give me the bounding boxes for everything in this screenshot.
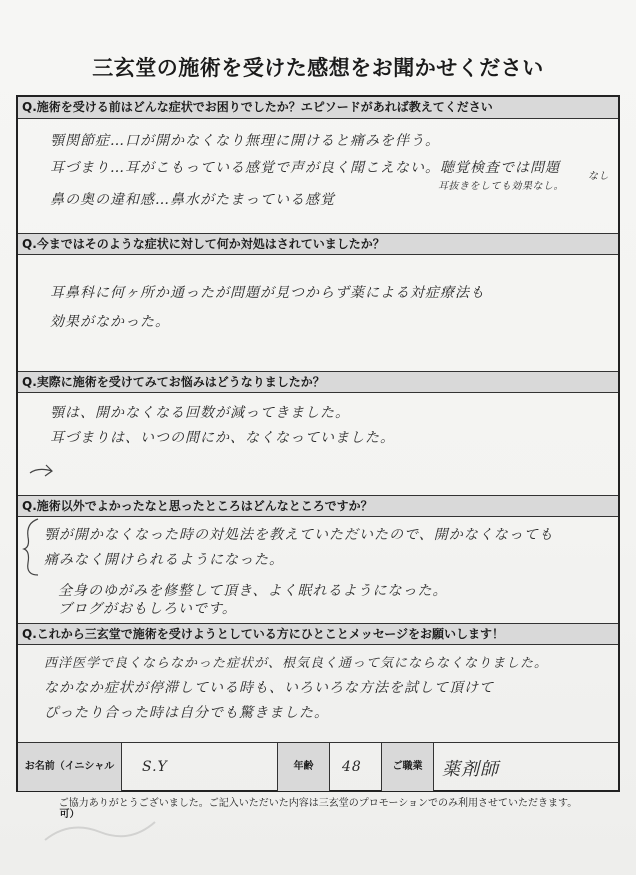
occupation-label: ご職業 [382,743,434,791]
answer-1-line-2: 耳づまり…耳がこもっている感覚で声が良く聞こえない。聴覚検査では問題 [50,160,560,176]
question-4-header: Q.施術以外でよかったなと思ったところはどんなところですか？ [18,495,618,517]
answer-2-line-2: 効果がなかった。 [50,314,170,330]
name-value: S.Y [142,759,168,775]
answer-4-line-3: 全身のゆがみを修整して頂き、よく眠れるようになった。 [58,583,448,599]
answer-1-line-5: 鼻の奥の違和感…鼻水がたまっている感覚 [50,192,335,208]
answer-3-line-1: 顎は、開かなくなる回数が減ってきました。 [50,405,350,421]
answer-1-line-4: なし [588,171,609,182]
answer-4-line-2: 痛みなく開けられるようになった。 [44,552,284,568]
answer-2-line-1: 耳鼻科に何ヶ所か通ったが問題が見つからず薬による対症療法も [50,285,485,301]
answer-1-line-1: 顎関節症…口が開かなくなり無理に開けると痛みを伴う。 [50,133,440,149]
answer-1-line-3: 耳抜きをしても効果なし。 [438,181,564,192]
answer-3-line-2: 耳づまりは、いつの間にか、なくなっていました。 [50,430,395,446]
question-2-header: Q.今まではそのような症状に対して何か対処はされていましたか？ [18,233,618,255]
handwritten-arrow-mark [28,457,58,487]
answer-5-line-3: ぴったり合った時は自分でも驚きました。 [44,705,329,721]
question-1-header: Q.施術を受ける前はどんな症状でお困りでしたか？エピソードがあれば教えてください [18,97,618,119]
question-5-header: Q.これから三玄堂で施術を受けようとしている方にひとことメッセージをお願いします！ [18,623,618,645]
age-label: 年齢 [278,743,330,791]
name-field [122,743,278,791]
occupation-field [434,743,618,791]
age-value: 48 [342,759,362,775]
occupation-value: 薬剤師 [442,759,499,780]
answer-5-line-2: なかなか症状が停滞している時も、いろいろな方法を試して頂けて [44,680,494,696]
answer-4-line-4: ブログがおもしろいです。 [58,601,237,617]
age-field [330,743,382,791]
question-3-header: Q.実際に施術を受けてみてお悩みはどうなりましたか？ [18,371,618,393]
answer-5-line-1: 西洋医学で良くならなかった症状が、根気良く通って気にならなくなりました。 [44,656,549,671]
page-title: 三玄堂の施術を受けた感想をお聞かせください [92,56,544,80]
thank-you-note: ご協力ありがとうございました。ご記入いただいた内容は三玄堂のプロモーションでのみ利用させていただきます。 [58,798,578,809]
answer-4-line-1: 顎が開かなくなった時の対処法を教えていただいたので、開かなくなっても [44,527,554,543]
handwritten-bracket-mark [22,517,42,577]
faint-bleed-through-mark [40,810,160,850]
name-label: お名前（イニシャル可） [18,743,122,791]
